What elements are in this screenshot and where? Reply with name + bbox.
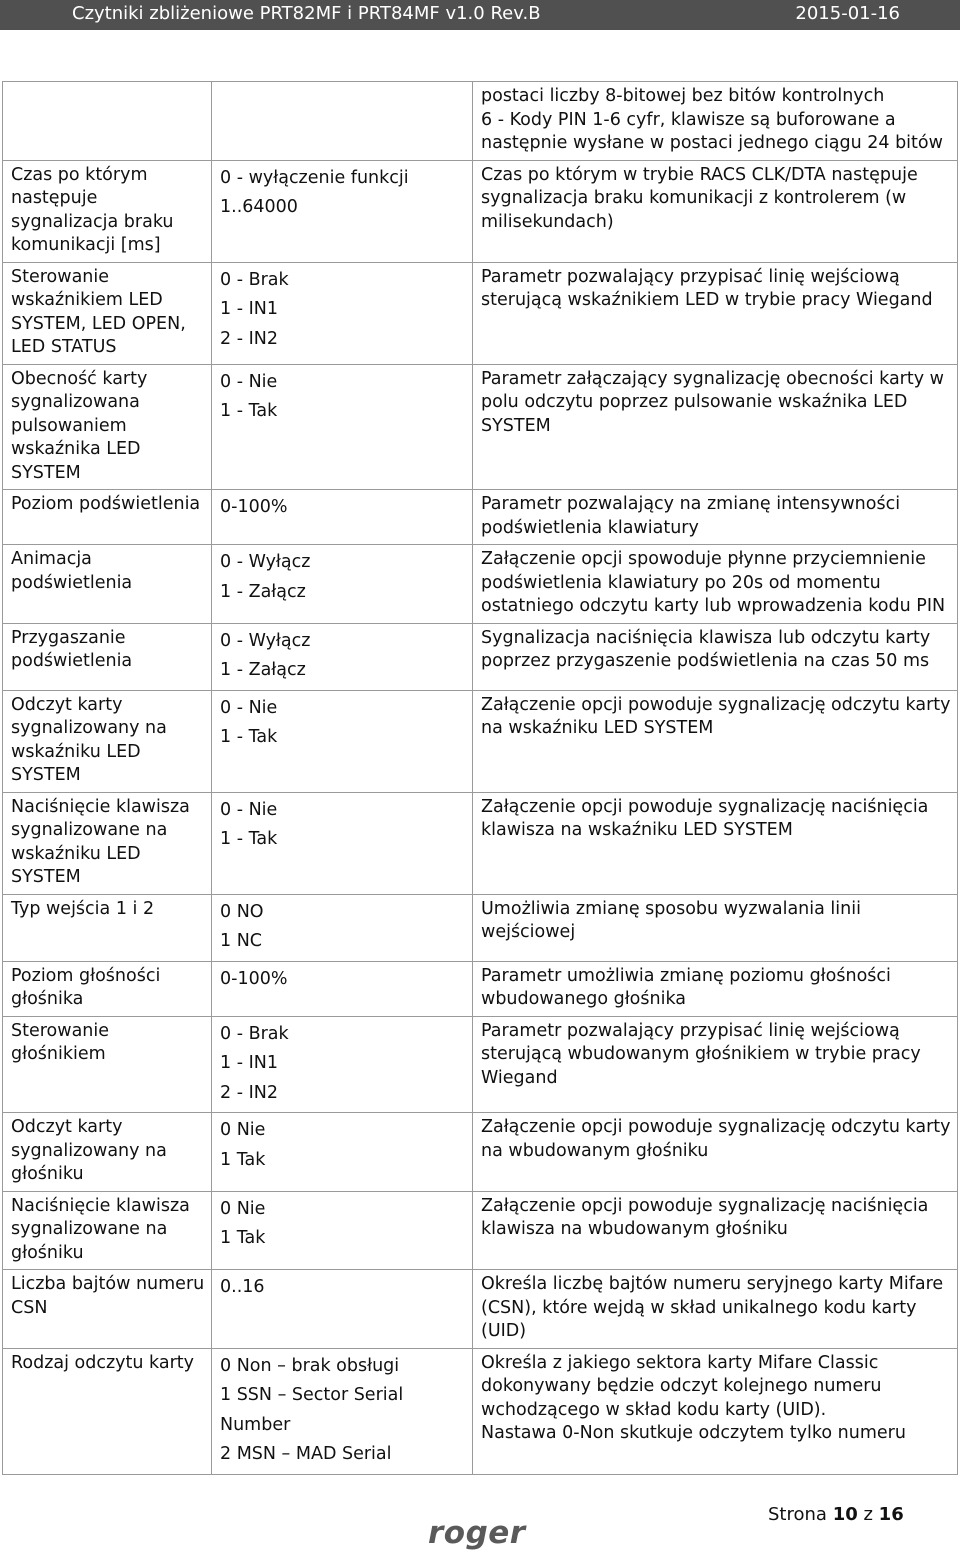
description-line: Załączenie opcji powoduje sygnalizację odczytu karty na wbudowanym głośniku bbox=[481, 1117, 951, 1161]
parameter-value: 0 Nie bbox=[220, 1198, 266, 1219]
parameter-value: 0 - Nie bbox=[220, 697, 278, 718]
parameter-values bbox=[212, 82, 473, 161]
table-row bbox=[3, 364, 958, 490]
parameter-values bbox=[212, 1348, 473, 1474]
description-line: Nastawa 0-Non skutkuje odczytem tylko numeru bbox=[481, 1423, 906, 1443]
parameter-value: 1 - IN1 bbox=[220, 299, 278, 319]
parameter-value: 0..16 bbox=[220, 1277, 265, 1297]
parameter-description bbox=[473, 894, 958, 961]
description-line: Umożliwia zmianę sposobu wyzwalania linii wejściowej bbox=[481, 898, 861, 942]
parameter-name: Animacja podświetlenia bbox=[3, 545, 212, 624]
parameter-name: Obecność karty sygnalizowana pulsowaniem wskaźnika LED SYSTEM bbox=[3, 364, 212, 490]
parameter-values bbox=[212, 623, 473, 690]
parameter-value: 1 NC bbox=[220, 931, 263, 951]
parameter-value: 1 SSN – Sector Serial Number bbox=[220, 1385, 404, 1435]
roger-logo: roger bbox=[428, 1515, 526, 1551]
parameter-value: 0 - Brak bbox=[220, 269, 289, 290]
parameter-name: Poziom głośności głośnika bbox=[3, 961, 212, 1016]
parameter-values bbox=[212, 160, 473, 262]
table-row bbox=[3, 1016, 958, 1113]
parameter-name: Sterowanie głośnikiem bbox=[3, 1016, 212, 1113]
parameter-value: 0 Non – brak obsługi bbox=[220, 1355, 400, 1376]
page-total: 16 bbox=[878, 1504, 904, 1525]
table-row bbox=[3, 894, 958, 961]
parameter-value: 1 Tak bbox=[220, 1149, 266, 1170]
parameter-value: 1..64000 bbox=[220, 197, 298, 217]
parameter-value: 2 - IN2 bbox=[220, 1082, 278, 1103]
parameter-description bbox=[473, 262, 958, 364]
table-row bbox=[3, 82, 958, 161]
page-prefix: Strona bbox=[768, 1504, 827, 1525]
parameter-values bbox=[212, 1113, 473, 1192]
parameter-value: 1 - IN1 bbox=[220, 1053, 278, 1073]
parameter-values bbox=[212, 1270, 473, 1349]
parameter-values bbox=[212, 1016, 473, 1113]
page-separator: z bbox=[863, 1504, 873, 1525]
parameter-value: 0 - Nie bbox=[220, 371, 278, 392]
parameter-value: 0 - wyłączenie funkcji bbox=[220, 167, 409, 188]
parameter-value: 0 - Nie bbox=[220, 799, 278, 820]
description-line: Sygnalizacja naciśnięcia klawisza lub odczytu karty poprzez przygaszenie podświetlenia na czas 50 ms bbox=[481, 627, 931, 671]
parameter-values bbox=[212, 364, 473, 490]
table-row bbox=[3, 623, 958, 690]
parameter-value: 1 - Załącz bbox=[220, 581, 306, 602]
parameter-name: Sterowanie wskaźnikiem LED SYSTEM, LED OPEN, LED STATUS bbox=[3, 262, 212, 364]
description-line: Czas po którym w trybie RACS CLK/DTA następuje sygnalizacja braku komunikacji z kontrolerem (w milisekundach) bbox=[481, 164, 918, 232]
parameter-description bbox=[473, 1348, 958, 1474]
parameter-description bbox=[473, 690, 958, 792]
parameter-name bbox=[3, 82, 212, 161]
parameter-value: 1 Tak bbox=[220, 1228, 266, 1248]
parameter-value: 2 MSN – MAD Serial bbox=[220, 1444, 392, 1464]
parameter-value: 2 - IN2 bbox=[220, 328, 278, 349]
parameter-name: Odczyt karty sygnalizowany na wskaźniku LED SYSTEM bbox=[3, 690, 212, 792]
description-line: Parametr załączający sygnalizację obecności karty w polu odczytu poprzez pulsowanie wskaźnika LED SYSTEM bbox=[481, 368, 944, 436]
table-row bbox=[3, 690, 958, 792]
parameter-description bbox=[473, 1270, 958, 1349]
parameter-values bbox=[212, 961, 473, 1016]
parameter-description bbox=[473, 1113, 958, 1192]
table-row bbox=[3, 160, 958, 262]
parameter-value: 1 - Tak bbox=[220, 401, 278, 421]
parameter-name: Naciśnięcie klawisza sygnalizowane na wskaźniku LED SYSTEM bbox=[3, 792, 212, 894]
parameter-value: 0-100% bbox=[220, 497, 288, 517]
parameter-description bbox=[473, 1016, 958, 1113]
description-line: Załączenie opcji spowoduje płynne przyciemnienie podświetlenia klawiatury po 20s od momentu ostatniego odczytu karty lub wprowadzenia kodu PIN bbox=[481, 549, 946, 616]
parameter-description bbox=[473, 490, 958, 545]
parameter-value: 1 - Załącz bbox=[220, 660, 306, 680]
parameter-name: Rodzaj odczytu karty bbox=[3, 1348, 212, 1474]
parameter-values bbox=[212, 1191, 473, 1270]
parameter-value: 0 NO bbox=[220, 901, 264, 922]
description-line: Załączenie opcji powoduje sygnalizację odczytu karty na wskaźniku LED SYSTEM bbox=[481, 694, 951, 738]
description-line: Załączenie opcji powoduje sygnalizację naciśnięcia klawisza na wskaźniku LED SYSTEM bbox=[481, 796, 929, 840]
parameter-description bbox=[473, 545, 958, 624]
table-row bbox=[3, 490, 958, 545]
page-number bbox=[768, 1504, 904, 1525]
description-line: Parametr umożliwia zmianę poziomu głośności wbudowanego głośnika bbox=[481, 965, 891, 1009]
parameter-values bbox=[212, 545, 473, 624]
parameter-value: 0-100% bbox=[220, 968, 288, 989]
description-line: 6 - Kody PIN 1-6 cyfr, klawisze są buforowane a następnie wysłane w postaci jednego ciągu 24 bitów bbox=[481, 109, 943, 153]
parameter-description bbox=[473, 623, 958, 690]
parameter-values bbox=[212, 490, 473, 545]
table-row bbox=[3, 792, 958, 894]
parameter-values bbox=[212, 690, 473, 792]
description-line: Załączenie opcji powoduje sygnalizację naciśnięcia klawisza na wbudowanym głośniku bbox=[481, 1195, 929, 1239]
parameter-values bbox=[212, 262, 473, 364]
parameter-description bbox=[473, 961, 958, 1016]
table-row bbox=[3, 262, 958, 364]
description-line: Określa liczbę bajtów numeru seryjnego karty Mifare (CSN), które wejdą w skład unikalnego kodu karty (UID) bbox=[481, 1274, 944, 1341]
parameter-description bbox=[473, 364, 958, 490]
parameter-description bbox=[473, 1191, 958, 1270]
description-line: Parametr pozwalający na zmianę intensywności podświetlenia klawiatury bbox=[481, 494, 901, 538]
table-row bbox=[3, 961, 958, 1016]
parameter-name: Poziom podświetlenia bbox=[3, 490, 212, 545]
description-line: Określa z jakiego sektora karty Mifare Classic dokonywany będzie odczyt kolejnego numeru wchodzącego w skład kodu karty (UID). bbox=[481, 1352, 882, 1420]
parameter-value: 0 - Wyłącz bbox=[220, 552, 311, 572]
parameter-name: Przygaszanie podświetlenia bbox=[3, 623, 212, 690]
table-row bbox=[3, 545, 958, 624]
parameter-name: Typ wejścia 1 i 2 bbox=[3, 894, 212, 961]
parameters-table bbox=[2, 81, 958, 1475]
parameter-name: Liczba bajtów numeru CSN bbox=[3, 1270, 212, 1349]
page-header bbox=[0, 0, 960, 30]
document-date: 2015-01-16 bbox=[795, 3, 900, 24]
parameter-value: 0 - Brak bbox=[220, 1023, 289, 1044]
table-row bbox=[3, 1191, 958, 1270]
parameter-name: Odczyt karty sygnalizowany na głośniku bbox=[3, 1113, 212, 1192]
parameter-description bbox=[473, 792, 958, 894]
description-line: postaci liczby 8-bitowej bez bitów kontrolnych bbox=[481, 86, 885, 106]
parameter-value: 1 - Tak bbox=[220, 829, 278, 849]
table-row bbox=[3, 1113, 958, 1192]
table-row bbox=[3, 1348, 958, 1474]
parameter-value: 0 Nie bbox=[220, 1120, 266, 1140]
parameter-values bbox=[212, 792, 473, 894]
parameter-name: Naciśnięcie klawisza sygnalizowane na głośniku bbox=[3, 1191, 212, 1270]
document-title: Czytniki zbliżeniowe PRT82MF i PRT84MF v1.0 Rev.B bbox=[72, 3, 541, 24]
parameter-value: 1 - Tak bbox=[220, 727, 278, 747]
description-line: Parametr pozwalający przypisać linię wejściową sterującą wbudowanym głośnikiem w trybie pracy Wiegand bbox=[481, 1020, 921, 1088]
parameter-value: 0 - Wyłącz bbox=[220, 630, 311, 651]
description-line: Parametr pozwalający przypisać linię wejściową sterującą wskaźnikiem LED w trybie pracy Wiegand bbox=[481, 266, 933, 310]
parameter-description bbox=[473, 160, 958, 262]
parameter-description bbox=[473, 82, 958, 161]
parameter-name: Czas po którym następuje sygnalizacja braku komunikacji [ms] bbox=[3, 160, 212, 262]
table-row bbox=[3, 1270, 958, 1349]
page-current: 10 bbox=[832, 1504, 858, 1525]
parameter-values bbox=[212, 894, 473, 961]
